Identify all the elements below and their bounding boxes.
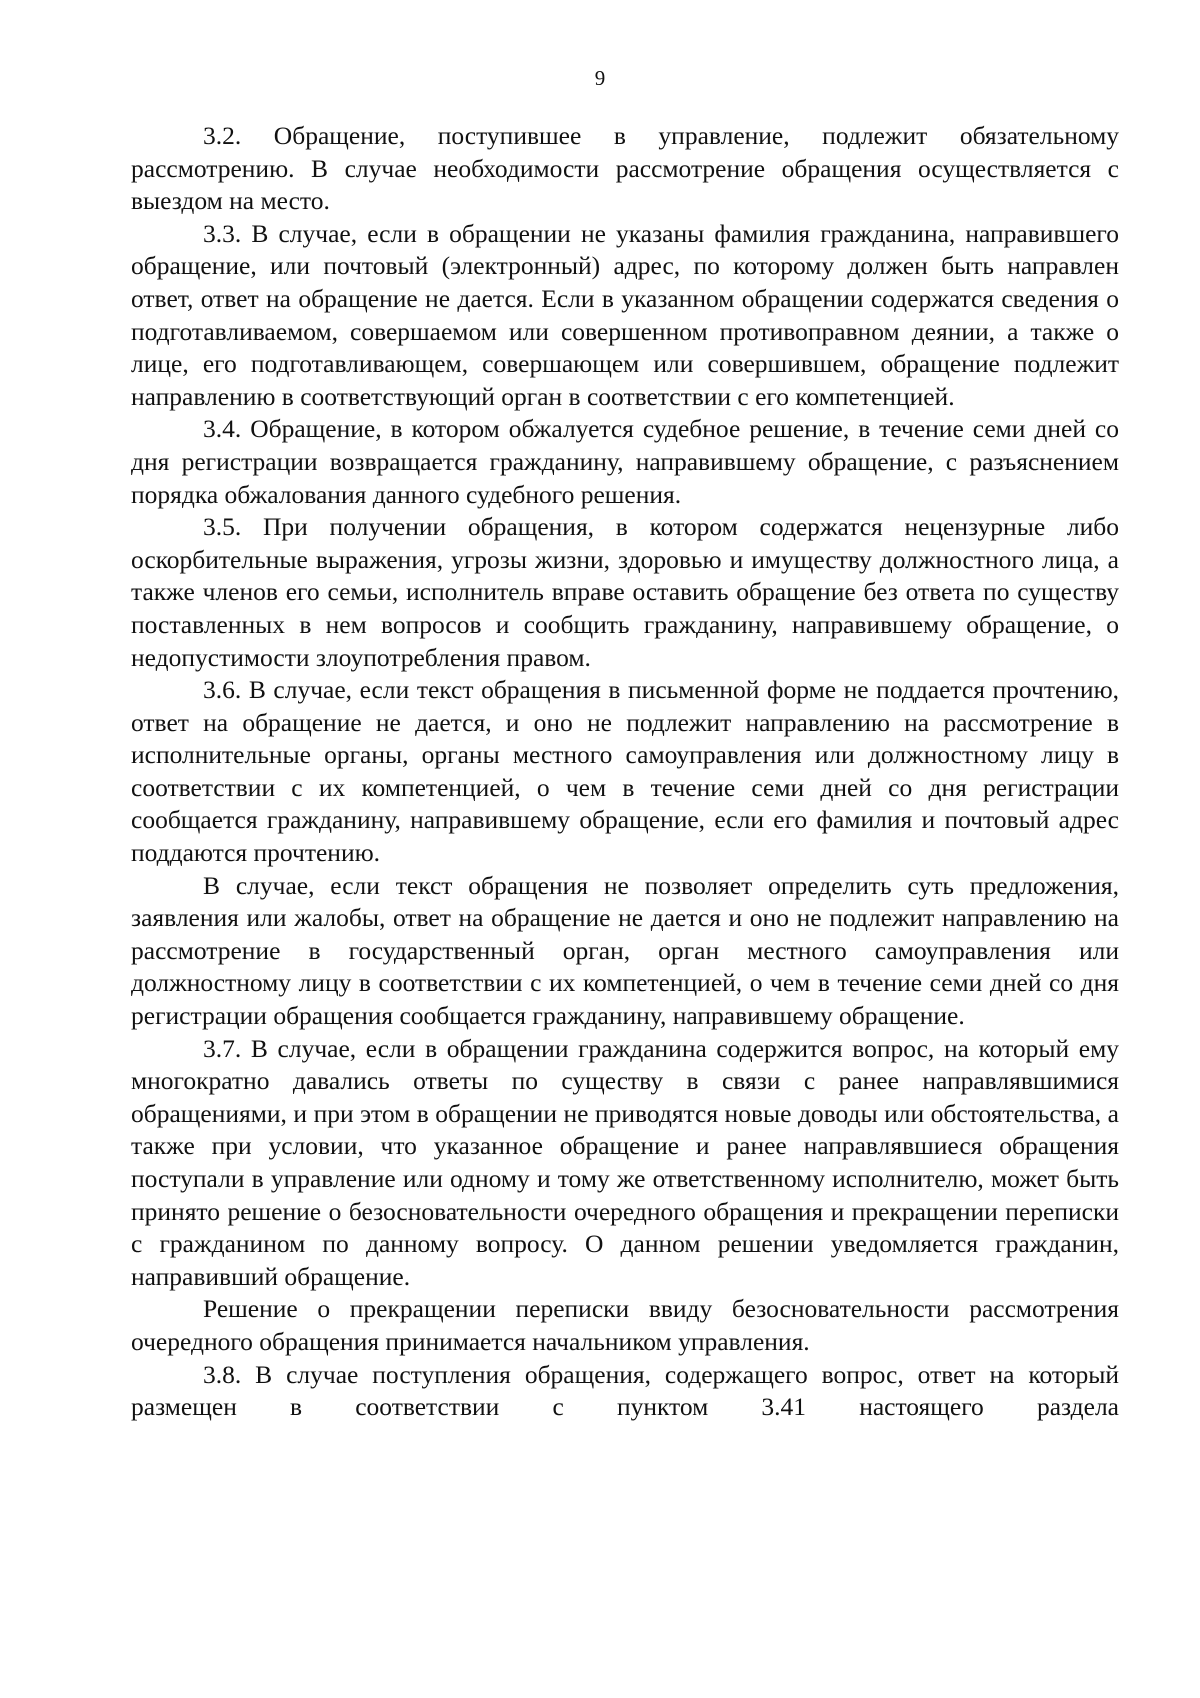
- paragraph-3-6-continued: В случае, если текст обращения не позволяет определить суть предложения, заявления или жалобы, ответ на обращение не дается и оно не подлежит направлению на рассмотрение в государственный орган, орган местного самоуправления или должностному лицу в соответствии с их компетенцией, о чем в течение семи дней со дня регистрации обращения сообщается гражданину, направившему обращение.: [131, 870, 1119, 1031]
- paragraph-3-8: 3.8. В случае поступления обращения, содержащего вопрос, ответ на который размещен в соответствии с пунктом 3.41 настоящего раздела: [131, 1359, 1119, 1422]
- document-body: [131, 120, 1119, 1424]
- paragraph-3-6: 3.6. В случае, если текст обращения в письменной форме не поддается прочтению, ответ на обращение не дается, и оно не подлежит направлению на рассмотрение в исполнительные органы, органы местного самоуправления или должностному лицу в соответствии с их компетенцией, о чем в течение семи дней со дня регистрации сообщается гражданину, направившему обращение, если его фамилия и почтовый адрес поддаются прочтению.: [131, 675, 1119, 868]
- page-number: 9: [594, 66, 606, 90]
- paragraph-3-2: 3.2. Обращение, поступившее в управление, подлежит обязательному рассмотрению. В случае необходимости рассмотрение обращения осуществляется с выездом на место.: [131, 121, 1119, 216]
- paragraph-3-7-continued: Решение о прекращении переписки ввиду безосновательности рассмотрения очередного обращения принимается начальником управления.: [131, 1294, 1119, 1356]
- paragraph-3-4: 3.4. Обращение, в котором обжалуется судебное решение, в течение семи дней со дня регистрации возвращается гражданину, направившему обращение, с разъяснением порядка обжалования данного судебного решения.: [131, 414, 1119, 509]
- paragraph-3-5: 3.5. При получении обращения, в котором содержатся нецензурные либо оскорбительные выражения, угрозы жизни, здоровью и имуществу должностного лица, а также членов его семьи, исполнитель вправе оставить обращение без ответа по существу поставленных в нем вопросов и сообщить гражданину, направившему обращение, о недопустимости злоупотребления правом.: [131, 512, 1119, 672]
- paragraph-3-3: 3.3. В случае, если в обращении не указаны фамилия гражданина, направившего обращение, или почтовый (электронный) адрес, по которому должен быть направлен ответ, ответ на обращение не дается. Если в указанном обращении содержатся сведения о подготавливаемом, совершаемом или совершенном противоправном деянии, а также о лице, его подготавливающем, совершающем или совершившем, обращение подлежит направлению в соответствующий орган в соответствии с его компетенцией.: [131, 218, 1119, 411]
- paragraph-3-7: 3.7. В случае, если в обращении гражданина содержится вопрос, на который ему многократно давались ответы по существу в связи с ранее направлявшимися обращениями, и при этом в обращении не приводятся новые доводы или обстоятельства, а также при условии, что указанное обращение и ранее направлявшиеся обращения поступали в управление или одному и тому же ответственному исполнителю, может быть принято решение о безосновательности очередного обращения и прекращении переписки с гражданином по данному вопросу. О данном решении уведомляется гражданин, направивший обращение.: [131, 1033, 1119, 1291]
